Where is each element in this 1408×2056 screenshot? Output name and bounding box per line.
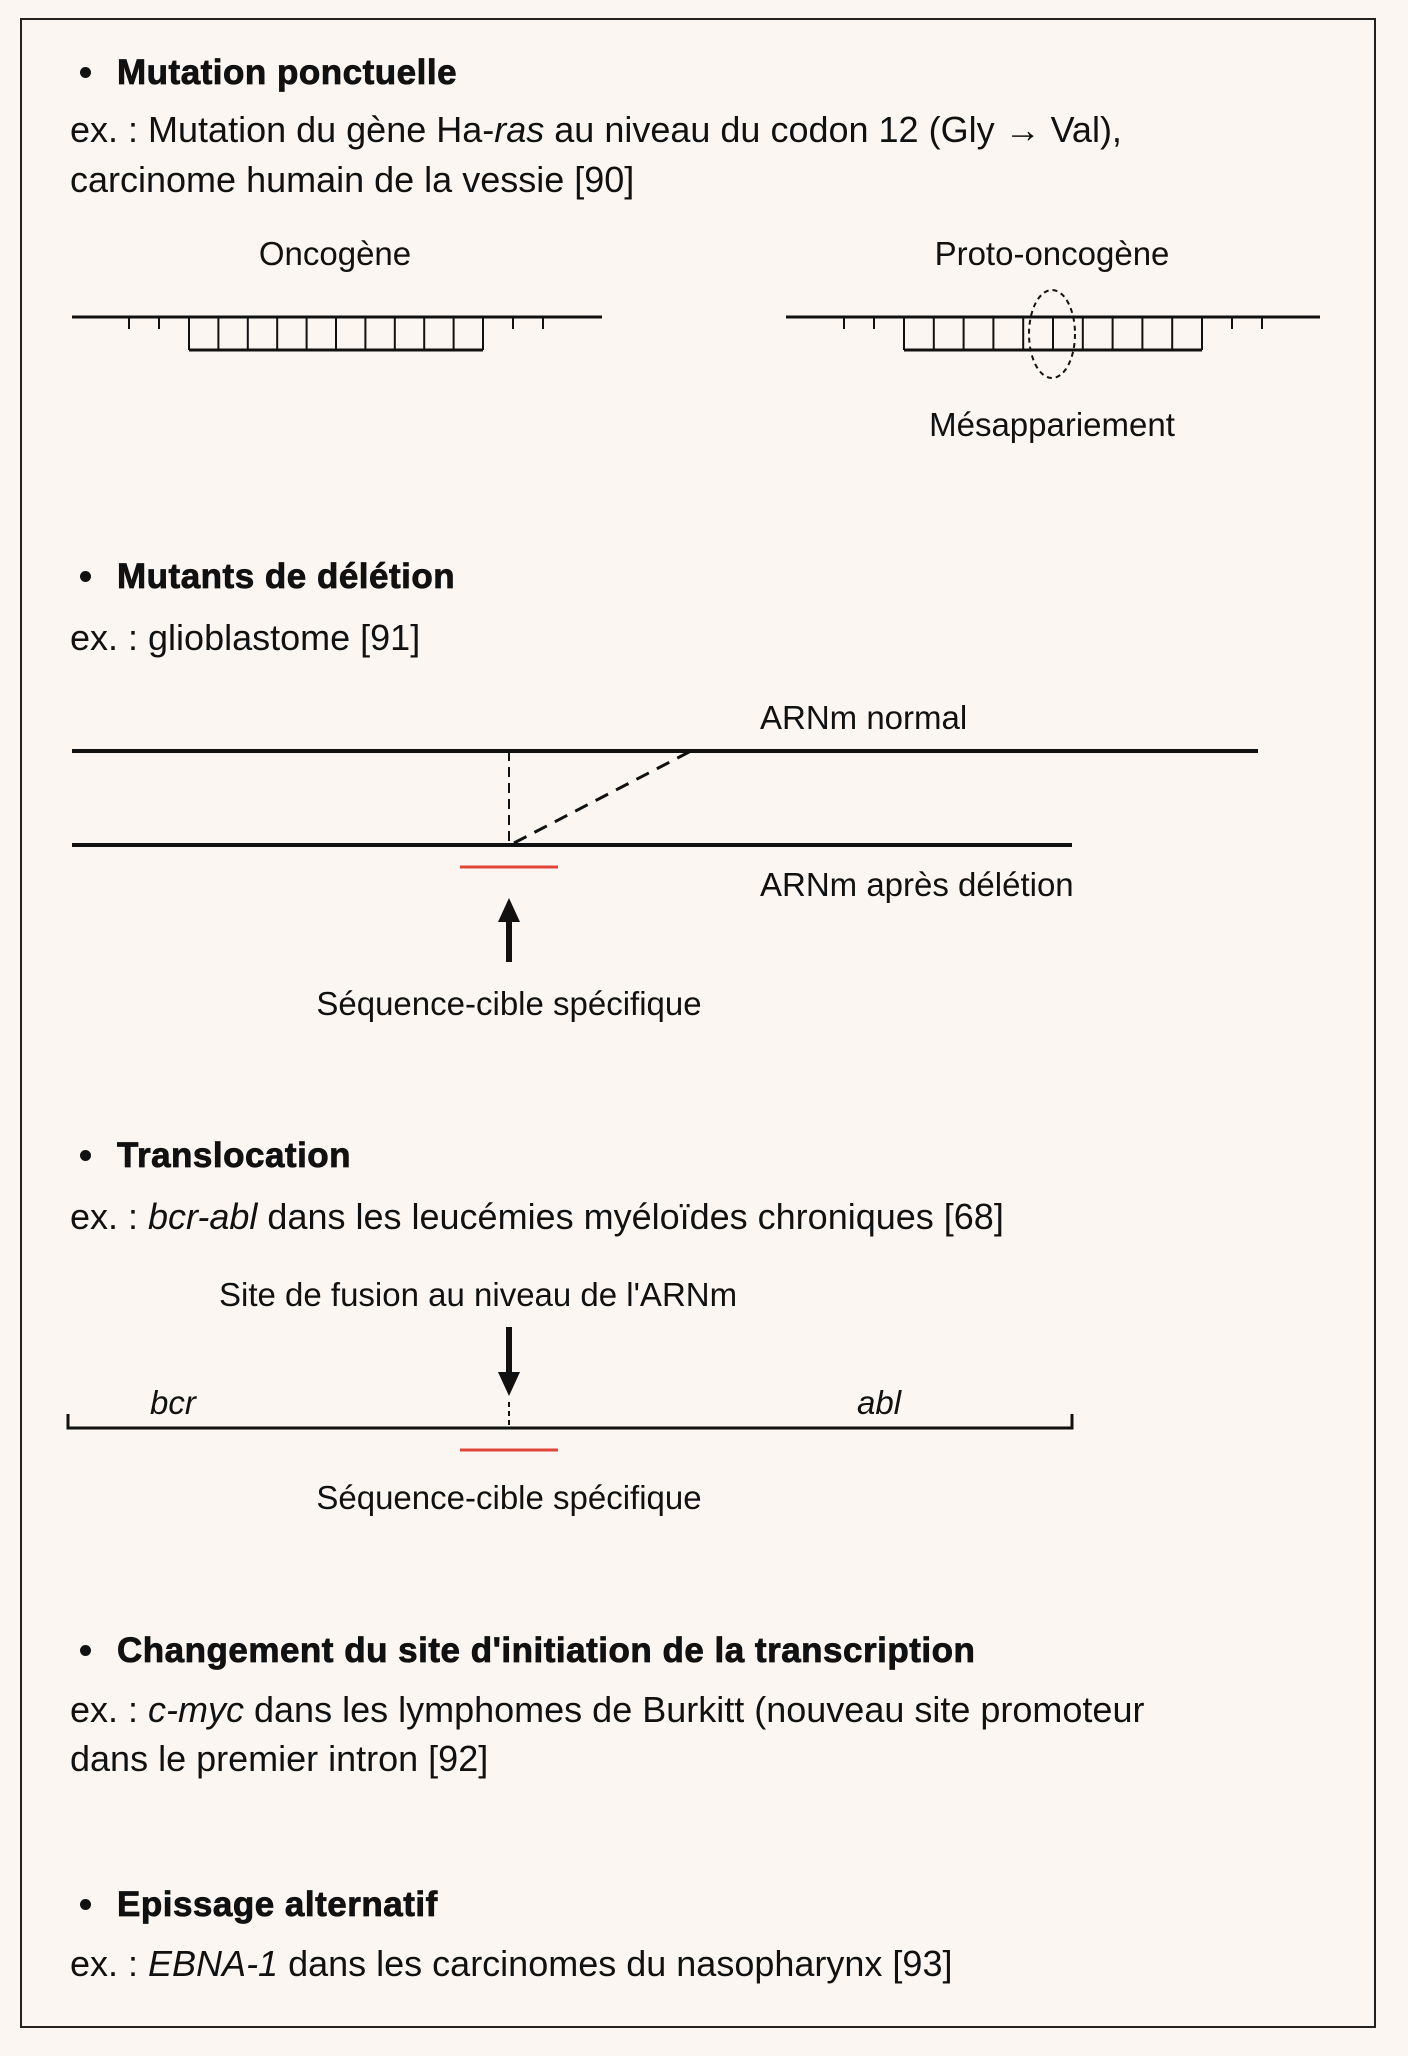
heading-transcription-site: Changement du site d'initiation de la transcription (117, 1631, 976, 1670)
abl-label: abl (857, 1384, 902, 1421)
proto-oncogene-duplex-diagram (786, 317, 1320, 350)
bcr-label: bcr (150, 1384, 196, 1421)
gene-name: bcr-abl (148, 1196, 258, 1237)
mismatch-label: Mésappariement (929, 406, 1175, 443)
gene-name: c-myc (148, 1689, 245, 1730)
arnm-deleted-label: ARNm après délétion (760, 866, 1074, 903)
bcr-abl-line (68, 1414, 1072, 1428)
text: dans les leucémies myéloïdes chroniques [68] (257, 1196, 1004, 1237)
proto-oncogene-label: Proto-oncogène (934, 235, 1170, 272)
heading-epissage: Epissage alternatif (117, 1885, 438, 1924)
example-text: ex. : glioblastome [91] (70, 617, 421, 658)
target-sequence-label: Séquence-cible spécifique (316, 985, 702, 1022)
arrow-down-icon-head (498, 1372, 520, 1396)
arnm-normal-label: ARNm normal (760, 699, 968, 736)
arrow-icon: → (1004, 109, 1041, 150)
text: ex. : (70, 1943, 149, 1984)
example-text-line2: carcinome humain de la vessie [90] (70, 159, 635, 200)
text: ex. : Mutation du gène Ha- (70, 109, 495, 150)
deletion-dashed-diagonal (514, 751, 691, 843)
text: ex. : (70, 1689, 149, 1730)
oncogene-label: Oncogène (258, 235, 412, 272)
arrow-up-icon-head (498, 898, 520, 922)
target-sequence-label: Séquence-cible spécifique (316, 1479, 702, 1516)
gene-name: EBNA-1 (148, 1943, 279, 1984)
text: dans les lymphomes de Burkitt (nouveau site promoteur (244, 1689, 1145, 1730)
text: au niveau du codon 12 (Gly (544, 109, 1005, 150)
heading-mutants-deletion: Mutants de délétion (117, 557, 456, 596)
gene-name: ras (494, 109, 545, 150)
text: Val), (1040, 109, 1122, 150)
example-text-line2: dans le premier intron [92] (70, 1738, 489, 1779)
heading-mutation-ponctuelle: Mutation ponctuelle (117, 53, 458, 92)
oncogene-duplex-diagram (72, 317, 602, 350)
fusion-site-label: Site de fusion au niveau de l'ARNm (219, 1276, 738, 1313)
heading-translocation: Translocation (117, 1136, 352, 1175)
text: dans les carcinomes du nasopharynx [93] (278, 1943, 953, 1984)
text: ex. : (70, 1196, 149, 1237)
